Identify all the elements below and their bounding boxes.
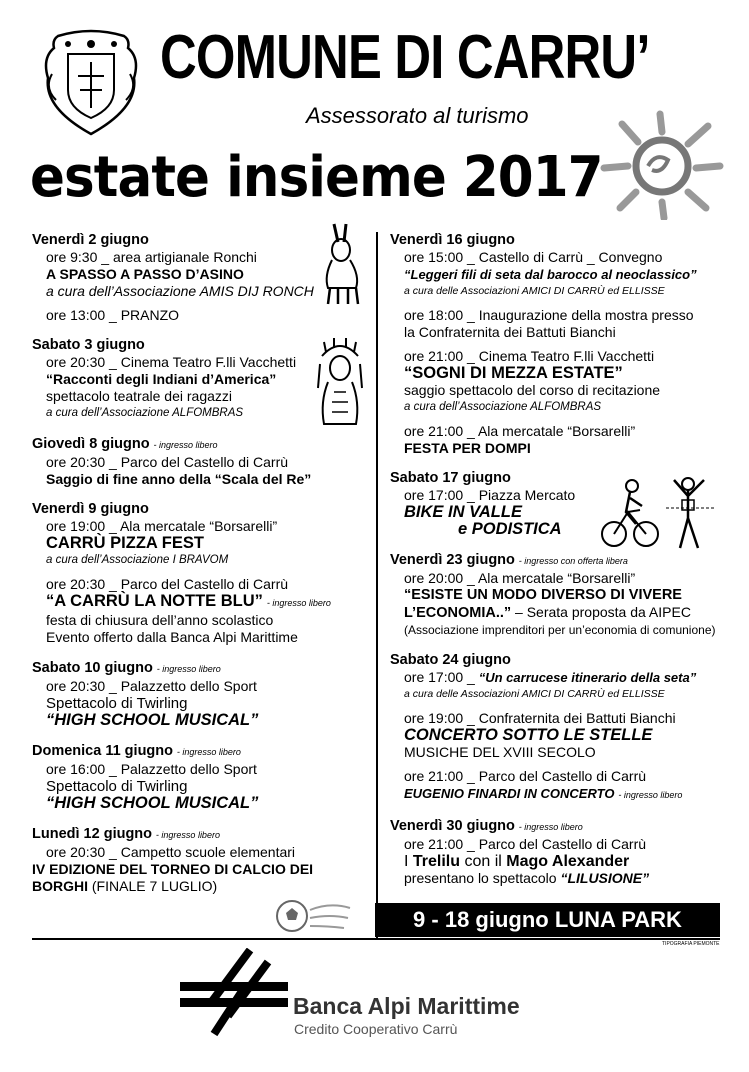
event-note: - ingresso libero (176, 747, 241, 757)
event-organizer: a cura dell’Associazione AMIS DIJ RONCH (46, 283, 314, 299)
bottom-rule (32, 938, 720, 940)
event-title: IV EDIZIONE DEL TORNEO DI CALCIO DEI (32, 861, 314, 877)
right-column (390, 232, 720, 893)
event-time: ore 21:00 _ Cinema Teatro F.lli Vacchetti (404, 348, 655, 364)
event-title: A SPASSO A PASSO D’ASINO (46, 266, 244, 282)
event-title: “Leggeri fili di seta dal barocco al neoclassico” (404, 267, 697, 282)
event-time: ore 15:00 _ Castello di Carrù _ Convegno (404, 249, 663, 265)
event-day: Lunedì 12 giugno (32, 826, 153, 842)
event-time: ore 21:00 _ Ala mercatale “Borsarelli” (404, 423, 636, 439)
event-time: ore 17:00 _ Piazza Mercato (404, 487, 576, 503)
event-description: la Confraternita dei Battuti Bianchi (404, 324, 616, 340)
sponsor-tagline: Credito Cooperativo Carrù (294, 1021, 458, 1037)
event-title: L’ECONOMIA..” (404, 605, 512, 621)
native-american-icon (314, 338, 366, 426)
event-23-giugno (390, 551, 720, 639)
cyclist-runner-icon (600, 472, 718, 552)
event-time: ore 20:30 _ Parco del Castello di Carrù (46, 454, 289, 470)
event-30-giugno (390, 817, 720, 887)
event-day: Venerdì 23 giugno (390, 552, 515, 568)
event-title: “HIGH SCHOOL MUSICAL” (46, 711, 259, 729)
event-title: Mago Alexander (506, 853, 630, 870)
sponsor-name: Banca Alpi Marittime (293, 993, 520, 1019)
event-8-giugno (32, 435, 367, 488)
event-title: BORGHI (32, 878, 88, 894)
event-title: e PODISTICA (458, 520, 562, 538)
event-note: - ingresso libero (156, 664, 221, 674)
coat-of-arms-icon (38, 28, 144, 138)
event-day: Venerdì 2 giugno (32, 232, 149, 248)
event-organizer: a cura dell’Associazione ALFOMBRAS (46, 407, 244, 419)
event-description: spettacolo teatrale dei ragazzi (46, 388, 232, 404)
event-title: “Un carrucese itinerario della seta” (478, 670, 697, 685)
event-time: ore 20:30 _ Cinema Teatro F.lli Vacchetti (46, 354, 297, 370)
event-title: I (404, 853, 413, 870)
event-9-giugno (32, 501, 367, 646)
event-title: CARRÙ PIZZA FEST (46, 534, 204, 552)
event-time: ore 20:00 _ Ala mercatale “Borsarelli” (404, 570, 636, 586)
event-time: ore 21:00 _ Parco del Castello di Carrù (404, 836, 647, 852)
event-title: “A CARRÙ LA NOTTE BLU” (46, 592, 263, 610)
event-time: ore 18:00 _ Inaugurazione della mostra presso (404, 307, 694, 323)
column-divider (376, 232, 378, 940)
event-time: ore 19:00 _ Confraternita dei Battuti Bianchi (404, 710, 676, 726)
event-day: Giovedì 8 giugno (32, 436, 150, 452)
event-title: BIKE IN VALLE (404, 503, 522, 521)
printer-credit: TIPOGRAFIA PIEMONTE (662, 941, 720, 947)
event-title: CONCERTO SOTTO LE STELLE (404, 726, 653, 744)
headline: estate insieme 2017 (30, 145, 603, 210)
event-title: “ESISTE UN MODO DIVERSO DI VIVERE (404, 587, 682, 603)
event-organizer: a cura delle Associazioni AMICI DI CARRÙ ed ELLISSE (404, 285, 665, 297)
event-description: Spettacolo di Twirling (46, 778, 188, 795)
event-title: FESTA PER DOMPI (404, 440, 531, 456)
event-note: - ingresso libero (618, 790, 683, 800)
event-time: ore 13:00 _ PRANZO (46, 307, 180, 323)
bank-logo-icon (180, 948, 288, 1040)
event-12-giugno (32, 825, 367, 895)
event-organizer: a cura dell’Associazione ALFOMBRAS (404, 401, 602, 413)
event-time: ore 20:30 _ Parco del Castello di Carrù (46, 576, 289, 592)
event-description: Evento offerto dalla Banca Alpi Marittime (46, 629, 298, 645)
event-day: Sabato 24 giugno (390, 652, 511, 668)
event-time: ore 20:30 _ Palazzetto dello Sport (46, 678, 257, 694)
event-24-giugno (390, 652, 720, 804)
event-description: MUSICHE DEL XVIII SECOLO (404, 744, 596, 760)
event-day: Domenica 11 giugno (32, 743, 173, 759)
page-title: COMUNE DI CARRU’ (160, 23, 650, 92)
event-title: EUGENIO FINARDI IN CONCERTO (404, 786, 615, 801)
event-day: Venerdì 16 giugno (390, 232, 515, 248)
event-time: ore 9:30 _ area artigianale Ronchi (46, 249, 257, 265)
left-column (32, 232, 367, 901)
event-description: festa di chiusura dell’anno scolastico (46, 612, 274, 628)
event-organizer: a cura dell’Associazione I BRAVOM (46, 554, 229, 566)
event-title: “SOGNI DI MEZZA ESTATE” (404, 364, 623, 382)
donkey-icon (316, 220, 368, 308)
event-note: - ingresso libero (518, 822, 583, 832)
event-day: Venerdì 30 giugno (390, 818, 515, 834)
page-subtitle: Assessorato al turismo (306, 103, 529, 128)
soccer-ball-icon (274, 896, 354, 938)
event-organizer: a cura delle Associazioni AMICI DI CARRÙ ed ELLISSE (404, 688, 665, 700)
sun-icon (596, 108, 726, 220)
event-16-giugno (390, 232, 720, 457)
event-title: “LILUSIONE” (560, 870, 650, 886)
event-time: ore 21:00 _ Parco del Castello di Carrù (404, 768, 647, 784)
event-note: - ingresso libero (155, 830, 220, 840)
event-10-giugno (32, 659, 367, 729)
event-description: (FINALE 7 LUGLIO) (88, 878, 218, 894)
event-note: - ingresso libero (266, 598, 331, 608)
event-time: ore 17:00 _ (404, 669, 479, 685)
event-11-giugno (32, 742, 367, 812)
event-day: Venerdì 9 giugno (32, 501, 149, 517)
event-time: ore 16:00 _ Palazzetto dello Sport (46, 761, 257, 777)
event-description: Spettacolo di Twirling (46, 695, 188, 712)
event-description: presentano lo spettacolo (404, 870, 561, 886)
event-note: - ingresso con offerta libera (518, 556, 628, 566)
event-title: “Racconti degli Indiani d’America” (46, 371, 277, 387)
event-title: Trelilu (412, 853, 461, 870)
event-description: (Associazione imprenditori per un’economia di comunione) (404, 623, 716, 637)
event-day: Sabato 3 giugno (32, 337, 145, 353)
event-note: - ingresso libero (153, 440, 218, 450)
event-time: ore 19:00 _ Ala mercatale “Borsarelli” (46, 518, 278, 534)
event-description: saggio spettacolo del corso di recitazione (404, 382, 661, 398)
event-day: Sabato 17 giugno (390, 470, 511, 486)
event-time: ore 20:30 _ Campetto scuole elementari (46, 844, 296, 860)
luna-park-banner: 9 - 18 giugno LUNA PARK (375, 903, 720, 937)
event-title: Saggio di fine anno della “Scala del Re” (46, 471, 312, 487)
event-day: Sabato 10 giugno (32, 660, 153, 676)
event-title: “HIGH SCHOOL MUSICAL” (46, 794, 259, 812)
event-description: – Serata proposta da AIPEC (511, 604, 691, 620)
event-title: con il (460, 853, 507, 870)
